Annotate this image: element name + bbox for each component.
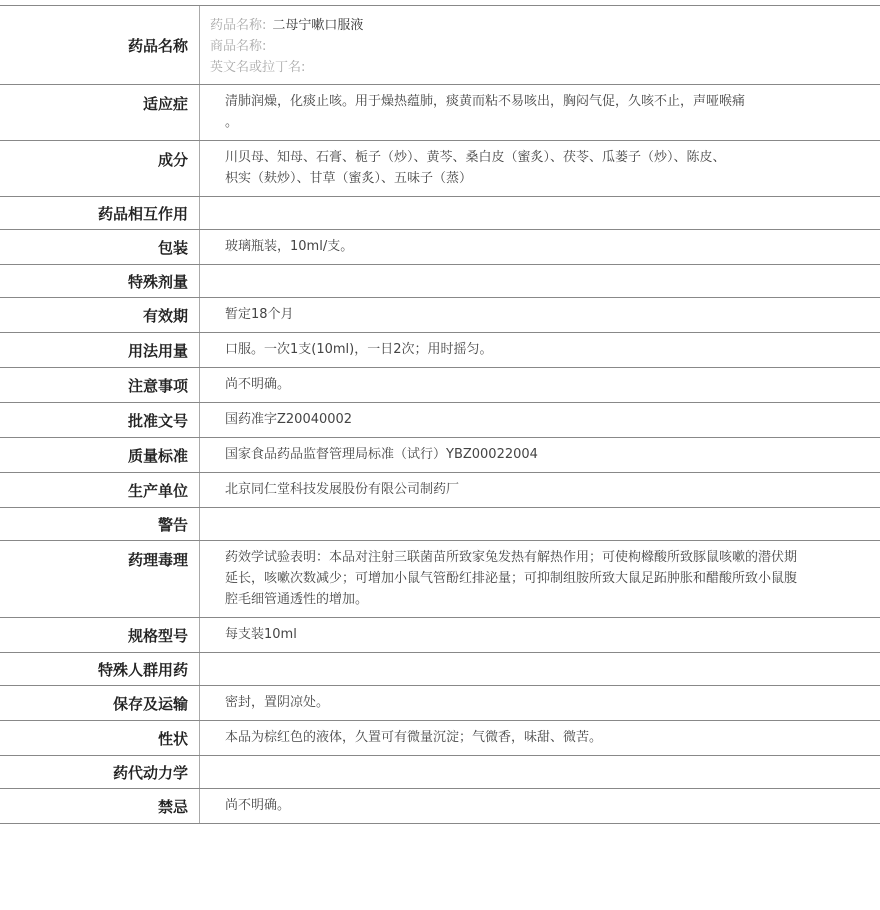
precautions-label: 注意事项 (0, 368, 200, 402)
pharmacokinetics-value (200, 756, 880, 788)
dosage-label: 用法用量 (0, 333, 200, 367)
shelf-life-label: 有效期 (0, 298, 200, 332)
warning-label: 警告 (0, 508, 200, 540)
manufacturer-row (0, 473, 880, 508)
storage-row (0, 686, 880, 721)
trade-name-line (210, 36, 870, 57)
approval-number-label: 批准文号 (0, 403, 200, 437)
quality-standard-label: 质量标准 (0, 438, 200, 472)
packaging-label: 包装 (0, 230, 200, 264)
generic-name-key: 药品名称: (210, 18, 267, 33)
description-row (0, 721, 880, 756)
storage-label: 保存及运输 (0, 686, 200, 720)
special-dosage-label: 特殊剂量 (0, 265, 200, 297)
packaging-row (0, 230, 880, 265)
trade-name-key: 商品名称: (210, 39, 267, 54)
precautions-value: 尚不明确。 (225, 377, 291, 392)
pharmacology-value: 药效学试验表明：本品对注射三联菌苗所致家兔发热有解热作用；可使枸橼酸所致豚鼠咳嗽的潜伏期延长，咳嗽次数减少；可增加小鼠气管酚红排泌量；可抑制组胺所致大鼠足跖肿胀和醋酸所致小鼠腹腔毛细管通透性的增加。 (225, 550, 798, 607)
precautions-row (0, 368, 880, 403)
special-dosage-row (0, 265, 880, 298)
special-dosage-value (200, 265, 880, 297)
approval-number-value: 国药准字Z20040002 (225, 412, 353, 427)
description-label: 性状 (0, 721, 200, 755)
shelf-life-value: 暂定18个月 (225, 307, 294, 322)
drug-name-block (200, 6, 880, 84)
warning-row (0, 508, 880, 541)
pharmacokinetics-row (0, 756, 880, 789)
english-name-key: 英文名或拉丁名: (210, 60, 306, 75)
ingredients-label: 成分 (0, 141, 200, 196)
pharmacology-label: 药理毒理 (0, 541, 200, 617)
dosage-value: 口服。一次1支(10ml)，一日2次；用时摇匀。 (225, 342, 493, 357)
pharmacokinetics-label: 药代动力学 (0, 756, 200, 788)
drug-name-label: 药品名称 (0, 6, 200, 84)
specification-row (0, 618, 880, 653)
shelf-life-row (0, 298, 880, 333)
pharmacology-row (0, 541, 880, 618)
special-populations-value (200, 653, 880, 685)
indications-value: 清肺润燥，化痰止咳。用于燥热蕴肺，痰黄而粘不易咳出，胸闷气促，久咳不止，声哑喉痛 。 (225, 94, 746, 130)
indications-row (0, 85, 880, 141)
description-value: 本品为棕红色的液体，久置可有微量沉淀；气微香，味甜、微苦。 (225, 730, 603, 745)
interactions-row (0, 197, 880, 230)
ingredients-row (0, 141, 880, 197)
manufacturer-label: 生产单位 (0, 473, 200, 507)
special-populations-row (0, 653, 880, 686)
quality-standard-value: 国家食品药品监督管理局标准（试行）YBZ00022004 (225, 447, 538, 462)
packaging-value: 玻璃瓶装，10ml/支。 (225, 239, 354, 254)
indications-label: 适应症 (0, 85, 200, 140)
approval-number-row (0, 403, 880, 438)
generic-name-value: 二母宁嗽口服液 (272, 18, 364, 33)
specification-value: 每支装10ml (225, 627, 297, 642)
ingredients-value: 川贝母、知母、石膏、栀子（炒）、黄芩、桑白皮（蜜炙）、茯苓、瓜蒌子（炒）、陈皮、 枳实（麸炒）、甘草（蜜炙）、五味子（蒸） (225, 150, 726, 186)
generic-name-line (210, 15, 870, 36)
specification-label: 规格型号 (0, 618, 200, 652)
drug-name-row (0, 6, 880, 85)
contraindications-value: 尚不明确。 (225, 798, 291, 813)
manufacturer-value: 北京同仁堂科技发展股份有限公司制药厂 (225, 482, 460, 497)
drug-info-table (0, 5, 880, 824)
warning-value (200, 508, 880, 540)
english-name-line (210, 57, 870, 78)
interactions-value (200, 197, 880, 229)
special-populations-label: 特殊人群用药 (0, 653, 200, 685)
dosage-row (0, 333, 880, 368)
storage-value: 密封，置阴凉处。 (225, 695, 330, 710)
quality-standard-row (0, 438, 880, 473)
contraindications-row (0, 789, 880, 824)
contraindications-label: 禁忌 (0, 789, 200, 823)
interactions-label: 药品相互作用 (0, 197, 200, 229)
